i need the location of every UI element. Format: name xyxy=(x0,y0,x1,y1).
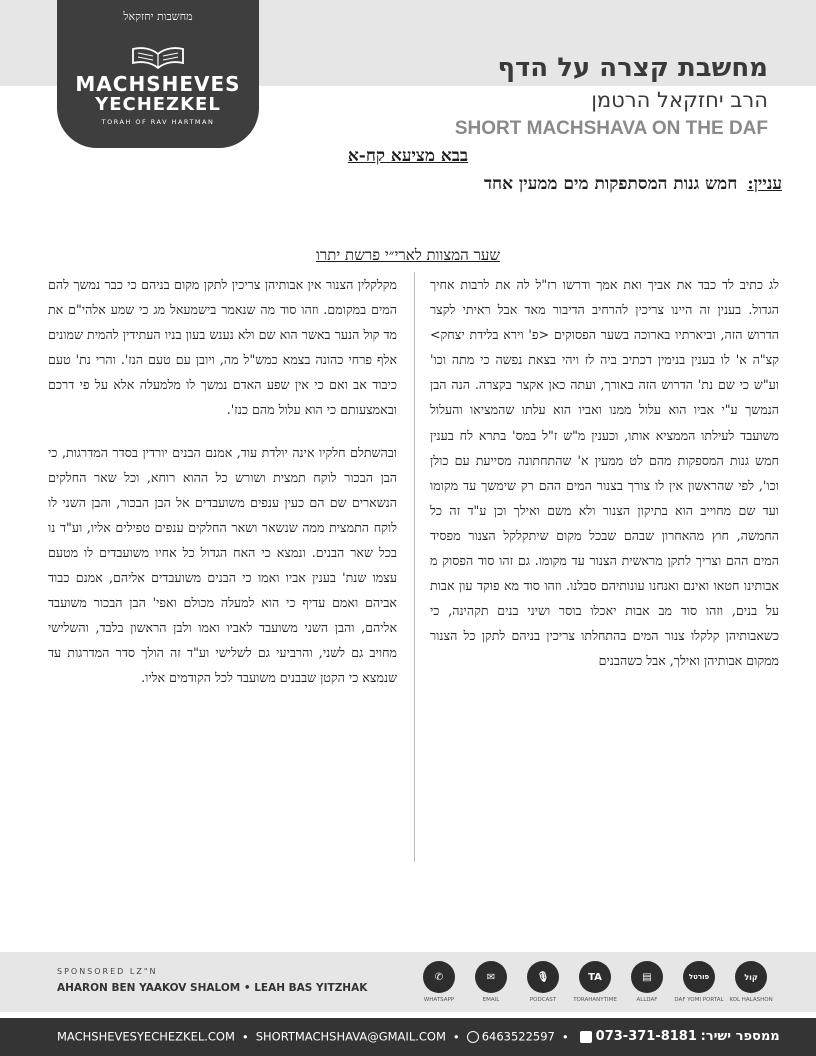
english-title: SHORT MACHSHAVA ON THE DAF xyxy=(454,118,768,139)
whatsapp-number[interactable]: 6463522597 xyxy=(481,1029,555,1044)
icon-label: WHATSAPP xyxy=(423,997,455,1003)
title-block xyxy=(268,52,768,142)
podcast-icon[interactable]: 🎙 xyxy=(527,961,559,993)
author-name: הרב יחזקאל הרטמן xyxy=(591,88,768,112)
link-icons xyxy=(412,952,792,1012)
icon-label: TORAHANYTIME xyxy=(573,997,617,1003)
torahanytime-icon[interactable]: TA xyxy=(579,961,611,993)
sponsor-label: SPONSORED LZ"N xyxy=(57,967,158,976)
separator-dot: • xyxy=(241,1029,249,1044)
daf-text: בבא מציעא קח-א xyxy=(347,146,469,166)
phone-number[interactable]: 073-371-8181 xyxy=(595,1029,697,1044)
alldaf-icon[interactable]: ▤ xyxy=(631,961,663,993)
email-link[interactable]: SHORTMACHSHAVA@GMAIL.COM xyxy=(255,1029,446,1044)
email-icon[interactable]: ✉ xyxy=(475,961,507,993)
text-column-right xyxy=(430,272,779,691)
topic-label: עניין: xyxy=(747,174,782,194)
separator-dot: • xyxy=(452,1029,460,1044)
whatsapp-icon xyxy=(467,1031,479,1043)
dafyomi-portal-link[interactable] xyxy=(672,961,726,1003)
phone-icon xyxy=(580,1031,592,1043)
open-book-icon xyxy=(131,44,185,70)
whatsapp-link[interactable] xyxy=(412,961,466,1003)
footer-bar xyxy=(0,1018,816,1056)
phone-label: ממספר ישיר: xyxy=(700,1029,780,1044)
logo-tagline: TORAH OF RAV HARTMAN xyxy=(101,118,215,126)
sponsor-band xyxy=(0,952,816,1012)
podcast-link[interactable] xyxy=(516,961,570,1003)
column-divider xyxy=(414,272,415,862)
logo xyxy=(57,0,259,148)
alldaf-link[interactable] xyxy=(620,961,674,1003)
topic-line xyxy=(484,174,782,194)
logo-hebrew-text: מחשבות יחזקאל xyxy=(123,10,193,23)
email-link[interactable] xyxy=(464,961,518,1003)
website-link[interactable]: MACHSHEVESYECHEZKEL.COM xyxy=(57,1029,235,1044)
icon-label: DAF YOMI PORTAL xyxy=(674,997,724,1003)
footer-contacts xyxy=(57,1029,780,1044)
paragraph: לג כתיב לד כבד את אביך ואת אמך ודרשו רז"ל לה את לרבות אחיך הגדול. בענין זה היינו צריכין להרחיב הדיבור מאד אבל ראיתי לקצר הדרוש הזה, וביארתיו בארוכה בשער הפסוקים <פ' וירא בלידת יצחק> קצ"ה א' לו בענין בנימין דכתיב ביה לז ויהי בצאת נפשה כי מתה וכו' וע"ש כי שם נת' הדרוש הזה באורך, ועתה כאן אקצר בקצרה. הנה הבן הנמשך ע"י אביו הוא עלול ממנו ואביו הוא עלתו שהמציאו והעלול משועבד לעילתו הממציא אותו, וכענין מ"ש ז"ל במס' בתרא לח בענין חמש גנות המספקות מהם לט ממעין א' שהתחתונה מסייעת עם כולן וכו', לפי שהראשון אין לו צורך בצנור המים ההם רק שימשך עד מקומו ועד שם מחוייב הוא בתיקון הצנור ולא משם ואילך וכן ע"ד זה כל החמשה, חוץ מהאחרון שבהם שבכל מקום שיתקלקל הצנור מפסיד המים ההם וצריך לתקן מראשית הצנור עד מקומו. גם זהו סוד הפסוק מ אבותינו חטאו ואינם ואנחנו עונותיהם סבלנו. וזהו סוד מא פוקד עון אבות על בנים, וזהו סוד מב אבות יאכלו בוסר ושיני בנים תקהינה, כי כשאבותיהן קלקלו צנור המים בהתחלתו צריכין בניהם לתקן כל הצנור ממקום אבותיהן ואילך, אבל כשהבנים xyxy=(430,277,779,669)
paragraph: ובהשתלם חלקיו אינה יולדת עוד, אמנם הבנים יורדין בסדר המדרגות, כי הבן הבכור לוקח תמצית ושורש כל ההוא רוחא, וכל שאר החלקים הנשארים שם הם כעין ענפים משועבדים אל הבן הבכור, והבן השני לו לוקח התמצית ממה שנשאר ושאר החלקים ענפים טפילים אליו, וע"ד נו בכל שאר הבנים. ונמצא כי האח הגדול כל אחיו משועבדים לו מטעם עצמו שנת' בענין אביו ואמו כי הבנים משועבדים אליהם, אמנם כבוד אביהם ואמם עדיף כי הוא למעלה מכולם ואפי' הבן הבכור משועבד אליהם, והבן השני משועבד לאביו ואמו ולבן הראשון בלבד, והשלישי מחויב גם לשני, והרביעי גם לשלישי וע"ד זה הולך סדר המדרגות עד שנמצא כי הקטן שבבנים משועבד לכל הקודמים אליו. xyxy=(48,444,397,686)
paragraph: מקלקלין הצנור אין אבותיהן צריכין לתקן מקום בניהם כי כבר נמשך להם המים במקומם. וזהו סוד מה שנאמר בישמעאל מג כי שמע אלהי"ם את מד קול הנער באשר הוא שם ולא נענש בעון בניו העתידין להמית שמונים אלף פרחי כהונה בצמא כמש"ל מה, ויובן עם טעם הנז'. והרי נת' טעם כיבוד אב ואם כי אין שפע האדם נמשך לו מלמעלה אלא על פי דרכם ובאמצעותם כי הוא עלול מהם כנז'. xyxy=(48,277,397,418)
source-heading xyxy=(0,246,816,265)
icon-label: KOL HALASHON xyxy=(729,997,773,1003)
text-column-left xyxy=(48,272,397,708)
torahanytime-link[interactable] xyxy=(568,961,622,1003)
kolhalashon-link[interactable] xyxy=(724,961,778,1003)
icon-label: EMAIL xyxy=(482,997,500,1003)
icon-label: PODCAST xyxy=(529,997,557,1003)
sponsor-names: AHARON BEN YAAKOV SHALOM • LEAH BAS YITZHAK xyxy=(57,982,368,994)
topic-text: חמש גנות המסתפקות מים ממעין אחד xyxy=(483,174,738,194)
whatsapp-icon[interactable]: ✆ xyxy=(423,961,455,993)
logo-name-line2: YECHEZKEL xyxy=(95,94,221,115)
logo-name-line1: MACHSHEVES xyxy=(75,72,241,96)
icon-label: ALLDAF xyxy=(636,997,658,1003)
page-title: מחשבת קצרה על הדף xyxy=(497,53,768,83)
separator-dot: • xyxy=(561,1029,569,1044)
kolhalashon-icon[interactable]: קול xyxy=(735,961,767,993)
source-text: שער המצוות לארי״י פרשת יתרו xyxy=(316,246,500,264)
dafyomi-portal-icon[interactable]: פורטל xyxy=(683,961,715,993)
daf-reference xyxy=(0,146,816,166)
